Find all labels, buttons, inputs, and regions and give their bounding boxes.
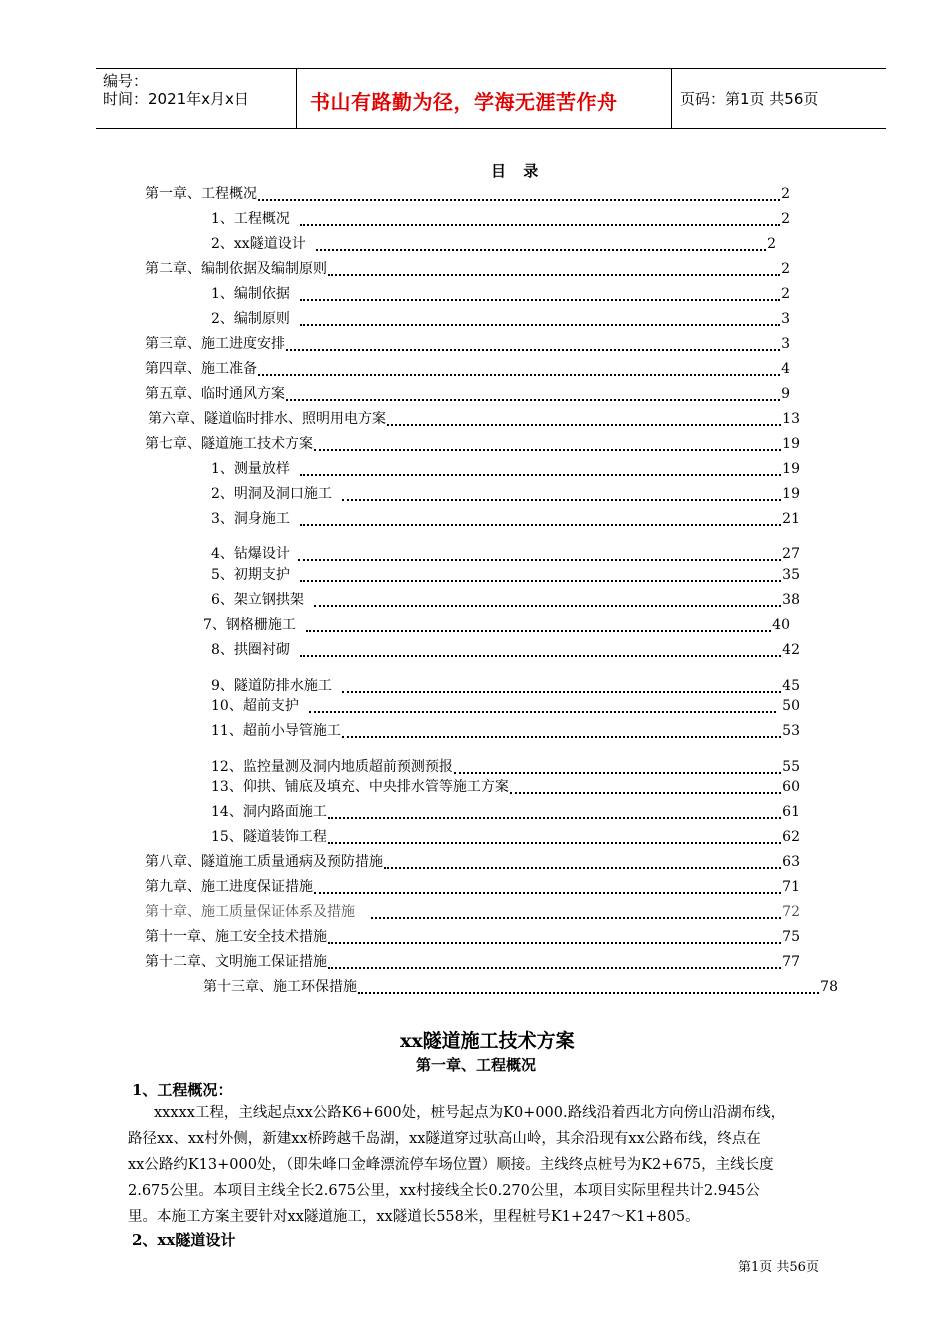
toc-entry-text: 第四章、施工准备 (145, 361, 257, 377)
toc-entry-text: 1、测量放样 (211, 461, 290, 477)
header-bottom-rule (96, 128, 886, 129)
toc-entry-page: 13 (782, 411, 800, 427)
toc-leader (306, 619, 771, 632)
toc-entry-text: 11、超前小导管施工 (211, 723, 341, 739)
toc-entry-text: 3、洞身施工 (211, 511, 290, 527)
toc-entry-text: 第七章、隧道施工技术方案 (145, 436, 313, 452)
toc-leader (298, 548, 781, 561)
toc-entry[interactable] (203, 615, 790, 635)
toc-leader (454, 761, 781, 774)
toc-leader (371, 906, 781, 919)
toc-entry-page: 75 (782, 929, 800, 945)
toc-entry-text: 1、编制依据 (211, 286, 290, 302)
toc-leader (309, 700, 776, 713)
toc-entry-page: 63 (782, 854, 800, 870)
toc-entry-page: 38 (782, 592, 800, 608)
toc-leader (300, 569, 781, 582)
toc-leader (510, 781, 781, 794)
toc-entry[interactable] (145, 902, 800, 922)
toc-entry[interactable] (211, 640, 800, 660)
paragraph-line: xx公路约K13+000处，（即朱峰口金峰漂流停车场位置）顺接。主线终点桩号为K2+675，主线长度 (128, 1157, 774, 1173)
paragraph-line: xxxxx工程，主线起点xx公路K6+600处，桩号起点为K0+000.路线沿着西北方向傍山沿湖布线， (154, 1105, 786, 1121)
toc-entry-text: 8、拱圈衬砌 (211, 642, 290, 658)
toc-entry-text: 第八章、隧道施工质量通病及预防措施 (145, 854, 383, 870)
toc-leader (300, 513, 781, 526)
toc-entry-text: 10、超前支护 (211, 698, 299, 714)
toc-entry-page: 2 (781, 211, 790, 227)
toc-entry-text: 第十一章、施工安全技术措施 (145, 929, 327, 945)
toc-entry[interactable] (211, 484, 800, 504)
toc-entry[interactable] (211, 777, 800, 797)
toc-entry[interactable] (211, 544, 800, 564)
toc-entry[interactable] (211, 676, 800, 696)
chapter-title: 第一章、工程概况 (416, 1056, 537, 1074)
toc-entry-page: 55 (782, 759, 800, 775)
toc-entry-page: 19 (782, 436, 800, 452)
toc-entry-page: 60 (782, 779, 800, 795)
toc-entry[interactable] (211, 309, 790, 329)
toc-entry[interactable] (211, 757, 800, 777)
toc-entry[interactable] (211, 565, 800, 585)
toc-leader (300, 288, 780, 301)
toc-leader (314, 594, 781, 607)
toc-entry-text: 第一章、工程概况 (145, 186, 257, 202)
toc-entry[interactable] (211, 802, 800, 822)
toc-entry[interactable] (145, 952, 800, 972)
toc-entry-page: 72 (782, 904, 800, 920)
toc-entry[interactable] (145, 334, 790, 354)
toc-entry[interactable] (211, 827, 800, 847)
toc-entry-page: 45 (782, 678, 800, 694)
header-divider (671, 68, 672, 129)
toc-entry-text: 第二章、编制依据及编制原则 (145, 261, 327, 277)
toc-entry-text: 4、钻爆设计 (211, 546, 290, 562)
toc-entry[interactable] (211, 696, 800, 716)
toc-entry-page: 71 (782, 879, 800, 895)
toc-entry-text: 5、初期支护 (211, 567, 290, 583)
toc-entry[interactable] (145, 384, 790, 404)
toc-leader (286, 338, 780, 351)
toc-entry-text: 9、隧道防排水施工 (211, 678, 332, 694)
toc-leader (342, 725, 781, 738)
toc-title: 目 录 (491, 162, 545, 180)
toc-entry-text: 6、架立钢拱架 (211, 592, 304, 608)
toc-leader (358, 981, 819, 994)
toc-entry-page: 21 (782, 511, 800, 527)
toc-entry[interactable] (211, 234, 776, 254)
toc-entry[interactable] (211, 209, 790, 229)
toc-leader (286, 388, 780, 401)
toc-entry-text: 第六章、隧道临时排水、照明用电方案 (148, 411, 386, 427)
toc-leader (328, 806, 781, 819)
toc-entry-text: 2、编制原则 (211, 311, 290, 327)
toc-entry-text: 12、监控量测及洞内地质超前预测预报 (211, 759, 453, 775)
toc-entry[interactable] (148, 409, 800, 429)
toc-entry-text: 第三章、施工进度安排 (145, 336, 285, 352)
toc-leader (258, 363, 780, 376)
toc-leader (300, 313, 780, 326)
header-number-label: 编号： (103, 72, 149, 90)
toc-leader (300, 644, 781, 657)
toc-entry-page: 50 (782, 698, 800, 714)
toc-entry-text: 2、xx隧道设计 (211, 236, 306, 252)
toc-leader (342, 680, 781, 693)
toc-entry[interactable] (211, 459, 800, 479)
toc-entry[interactable] (145, 259, 790, 279)
paragraph-line: 里。本施工方案主要针对xx隧道施工，xx隧道长558米，里程桩号K1+247～K1+805。 (128, 1209, 700, 1225)
toc-leader (300, 213, 780, 226)
section-heading: 2、xx隧道设计 (132, 1231, 236, 1249)
toc-entry[interactable] (203, 977, 838, 997)
toc-entry[interactable] (145, 877, 800, 897)
toc-entry-page: 2 (781, 286, 790, 302)
toc-entry-page: 2 (781, 186, 790, 202)
toc-leader (387, 413, 781, 426)
toc-leader (300, 463, 781, 476)
toc-leader (314, 438, 781, 451)
toc-entry-page: 19 (782, 486, 800, 502)
toc-entry-text: 2、明洞及洞口施工 (211, 486, 332, 502)
toc-leader (258, 188, 780, 201)
toc-entry-text: 14、洞内路面施工 (211, 804, 327, 820)
header-time-label: 时间：2021年x月x日 (103, 90, 249, 108)
toc-entry-page: 53 (782, 723, 800, 739)
toc-entry-page: 9 (781, 386, 790, 402)
toc-entry-text: 第九章、施工进度保证措施 (145, 879, 313, 895)
toc-entry-page: 2 (781, 261, 790, 277)
toc-entry[interactable] (211, 721, 800, 741)
toc-leader (328, 931, 781, 944)
toc-entry-page: 4 (781, 361, 790, 377)
toc-entry[interactable] (211, 509, 800, 529)
toc-entry-text: 第十三章、施工环保措施 (203, 979, 357, 995)
section-heading: 1、工程概况： (132, 1081, 233, 1099)
header-motto: 书山有路勤为径，学海无涯苦作舟 (310, 90, 618, 114)
toc-entry-page: 3 (781, 311, 790, 327)
toc-leader (328, 831, 781, 844)
toc-entry-page: 3 (781, 336, 790, 352)
toc-entry-text: 1、工程概况 (211, 211, 290, 227)
toc-entry-page: 2 (767, 236, 776, 252)
header-divider (296, 68, 297, 129)
toc-entry-page: 27 (782, 546, 800, 562)
toc-entry[interactable] (145, 184, 790, 204)
toc-entry-page: 35 (782, 567, 800, 583)
toc-leader (328, 956, 781, 969)
header-page-label: 页码：第1页 共56页 (680, 90, 819, 108)
toc-entry-text: 第十二章、文明施工保证措施 (145, 954, 327, 970)
footer-page-number: 第1页 共56页 (738, 1260, 819, 1275)
toc-entry-page: 62 (782, 829, 800, 845)
toc-entry-page: 61 (782, 804, 800, 820)
paragraph-line: 2.675公里。本项目主线全长2.675公里，xx村接线全长0.270公里，本项目实际里程共计2.945公 (128, 1183, 760, 1199)
toc-entry-text: 第十章、施工质量保证体系及措施 (145, 904, 355, 920)
toc-entry-text: 15、隧道装饰工程 (211, 829, 327, 845)
toc-entry[interactable] (211, 590, 800, 610)
toc-leader (342, 488, 781, 501)
toc-leader (314, 881, 781, 894)
toc-entry-text: 13、仰拱、铺底及填充、中央排水管等施工方案 (211, 779, 509, 795)
header-top-rule (96, 68, 886, 69)
toc-entry-page: 19 (782, 461, 800, 477)
toc-entry[interactable] (145, 434, 800, 454)
toc-entry-text: 7、钢格栅施工 (203, 617, 296, 633)
toc-entry[interactable] (145, 927, 800, 947)
toc-entry-text: 第五章、临时通风方案 (145, 386, 285, 402)
toc-entry-page: 40 (772, 617, 790, 633)
document-title: xx隧道施工技术方案 (400, 1030, 575, 1052)
toc-entry-page: 42 (782, 642, 800, 658)
toc-entry[interactable] (145, 359, 790, 379)
toc-leader (384, 856, 781, 869)
toc-entry[interactable] (145, 852, 800, 872)
toc-leader (328, 263, 780, 276)
toc-entry[interactable] (211, 284, 790, 304)
toc-leader (316, 238, 766, 251)
toc-entry-page: 77 (782, 954, 800, 970)
paragraph-line: 路径xx、xx村外侧，新建xx桥跨越千岛湖，xx隧道穿过驮高山岭，其余沿现有xx公路布线，终点在 (128, 1131, 761, 1147)
toc-entry-page: 78 (820, 979, 838, 995)
